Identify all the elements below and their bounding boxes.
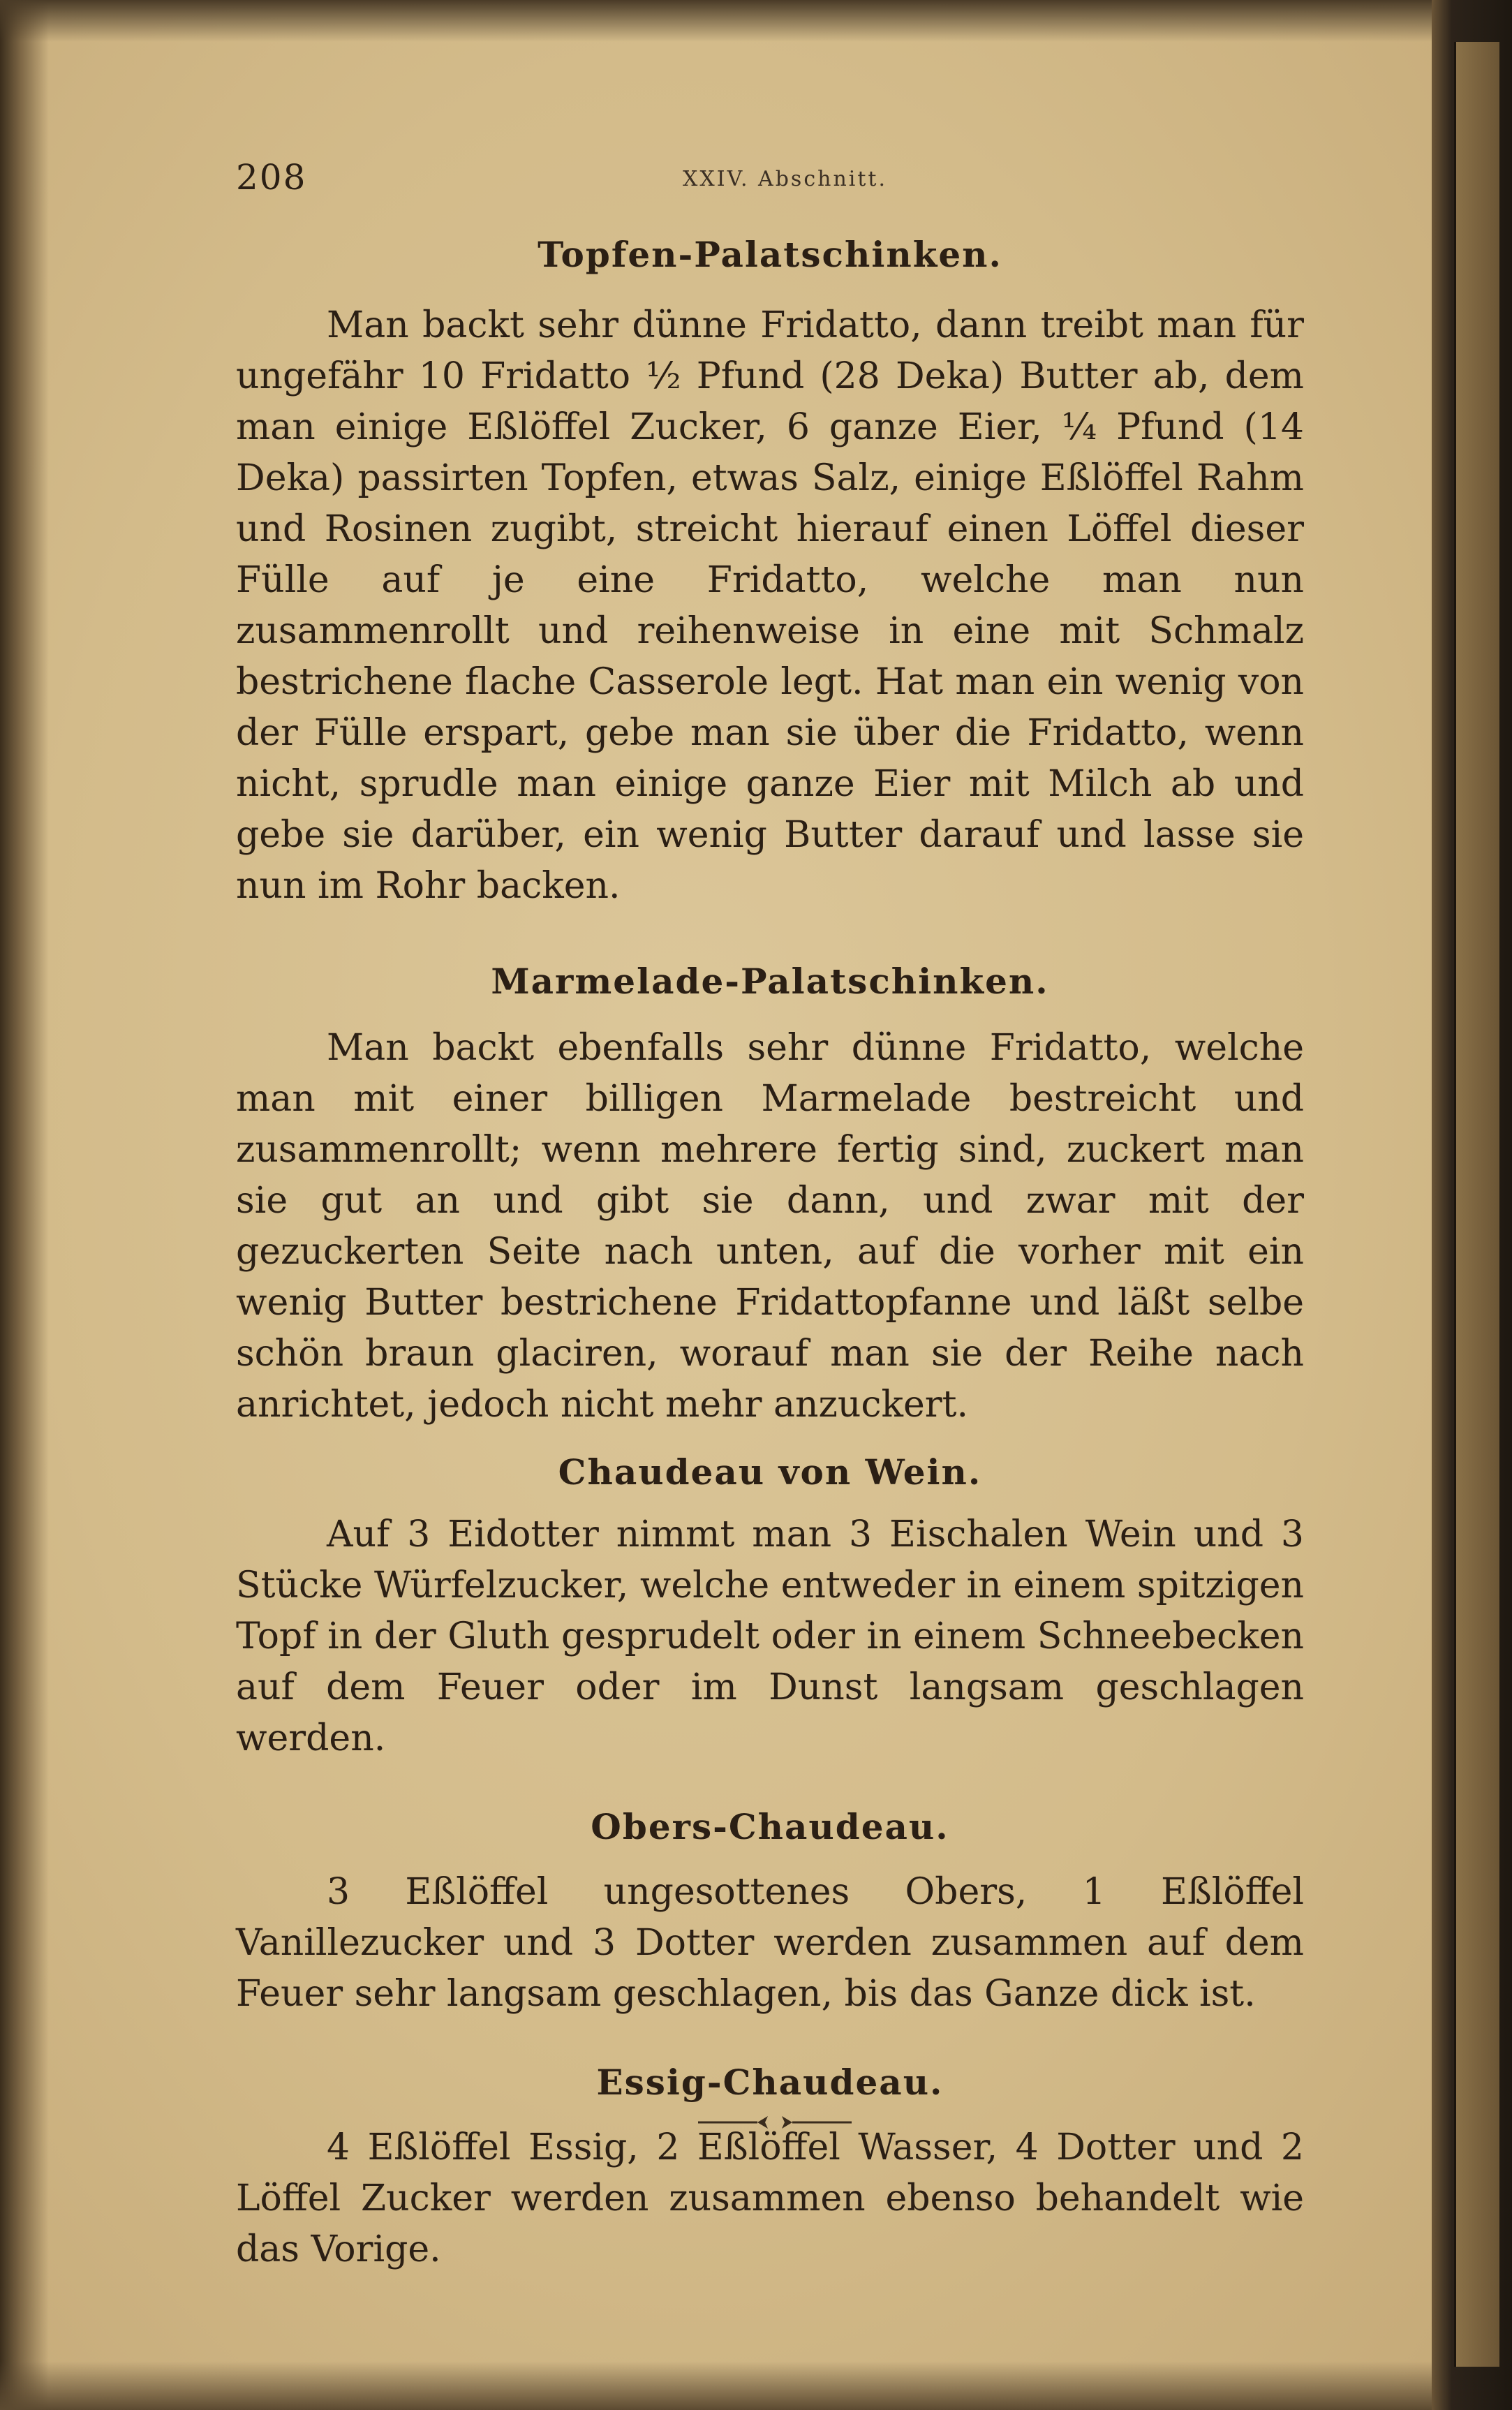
recipe-title: Topfen-Palatschinken. bbox=[538, 234, 1002, 275]
running-head bbox=[236, 157, 1304, 213]
recipe-title: Chaudeau von Wein. bbox=[558, 1451, 982, 1493]
end-ornament bbox=[698, 2112, 852, 2133]
page-content bbox=[236, 157, 1304, 2275]
bottom-page-edge bbox=[0, 2361, 1512, 2410]
recipe-text: Man backt sehr dünne Fridatto, dann treibt man für ungefähr 10 Fridatto ½ Pfund (28 Deka) Butter ab, dem man einige Eßlöffel Zucker, 6 ganze Eier, ¼ Pfund (14 Deka) passirten Topfen, etwas Salz, einige Eßlöffel Rahm und Rosinen zugibt, streicht hierauf einen Löffel dieser Fülle auf je eine Fridatto, welche man nun zusammenrollt und reihenweise in eine mit Schmalz bestrichene flache Casserole legt. Hat man ein wenig von der Fülle erspart, gebe man sie über die Fridatto, wenn nicht, sprudle man einige ganze Eier mit Milch ab und gebe sie darüber, ein wenig Butter darauf und lasse sie nun im Rohr backen. bbox=[236, 304, 1304, 907]
recipe-text: Auf 3 Eidotter nimmt man 3 Eischalen Wein und 3 Stücke Würfelzucker, welche entweder in einem spitzigen Topf in der Gluth gesprudelt oder in einem Schneebecken auf dem Feuer oder im Dunst langsam geschlagen werden. bbox=[236, 1514, 1304, 1759]
recipe-title: Marmelade-Palatschinken. bbox=[491, 961, 1049, 1002]
page-number: 208 bbox=[236, 157, 307, 198]
binding-shadow bbox=[0, 0, 49, 2410]
recipe-title: Essig-Chaudeau. bbox=[596, 2062, 944, 2103]
recipe-text: 3 Eßlöffel ungesottenes Obers, 1 Eßlöffel Vanillezucker und 3 Dotter werden zusammen auf dem Feuer sehr langsam geschlagen, bis das Ganze dick ist. bbox=[236, 1871, 1304, 2015]
recipe-title: Obers-Chaudeau. bbox=[591, 1806, 949, 1847]
top-page-edge bbox=[0, 0, 1512, 42]
section-reference: XXIV. Abschnitt. bbox=[683, 167, 888, 191]
recipe-text: Man backt ebenfalls sehr dünne Fridatto, welche man mit einer billigen Marmelade bestreicht und zusammenrollt; wenn mehrere fertig sind, zuckert man sie gut an und gibt sie dann, und zwar mit der gezuckerten Seite nach unten, auf die vorher mit ein wenig Butter bestrichene Fridattopfanne und läßt selbe schön braun glaciren, worauf man sie der Reihe nach anrichtet, jedoch nicht mehr anzuckert. bbox=[236, 1027, 1304, 1426]
recipe-text: 4 Eßlöffel Essig, 2 Eßlöffel Wasser, 4 Dotter und 2 Löffel Zucker werden zusammen ebenso behandelt wie das Vorige. bbox=[236, 2127, 1304, 2270]
next-page-strip bbox=[1454, 42, 1499, 2367]
